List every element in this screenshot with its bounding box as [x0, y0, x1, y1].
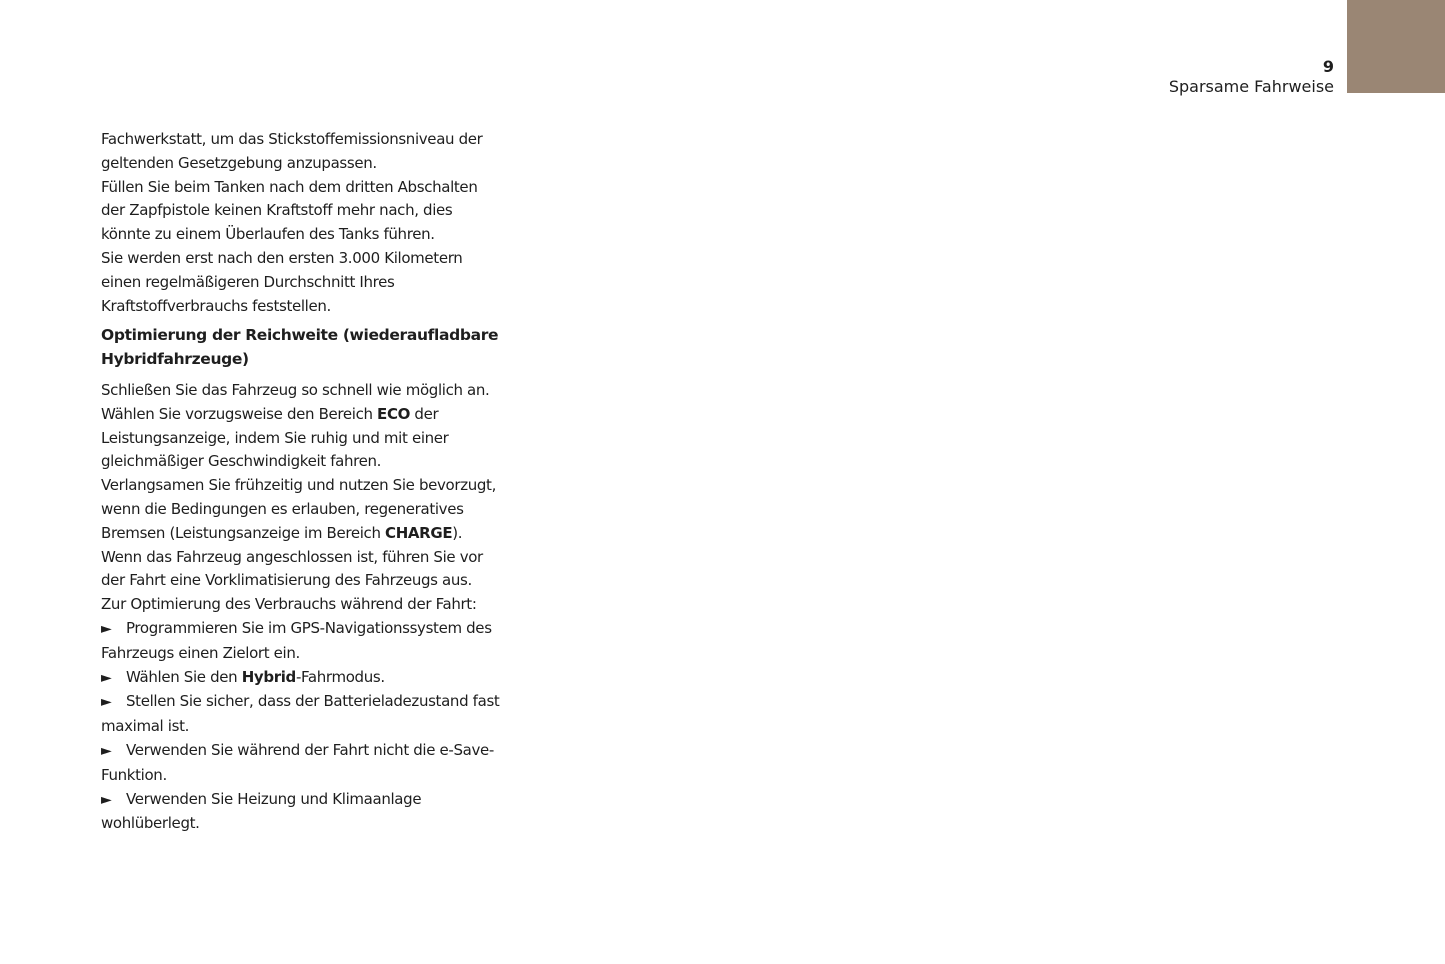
bullet-text: Programmieren Sie im GPS-Navigationssystem des Fahrzeugs einen Zielort ein. [101, 618, 492, 662]
intro-paragraph-2: Füllen Sie beim Tanken nach dem dritten Abschalten der Zapfpistole keinen Kraftstoff mehr nach, dies könnte zu einem Überlaufen des Tanks führen. [101, 177, 478, 244]
bullet-text: Verwenden Sie Heizung und Klimaanlage wohlüberlegt. [101, 789, 422, 833]
eco-label: ECO [377, 404, 411, 423]
bullet-battery [101, 690, 501, 739]
bullet-arrow-icon: ► [101, 791, 112, 808]
paragraph-preconditioning: Wenn das Fahrzeug angeschlossen ist, führen Sie vor der Fahrt eine Vorklimatisierung des Fahrzeugs aus. [101, 547, 483, 590]
bullet-text: -Fahrmodus. [295, 667, 385, 686]
paragraph-braking [101, 474, 501, 545]
text-span: Verlangsamen Sie frühzeitig und nutzen Sie bevorzugt, wenn die Bedingungen es erlauben, regeneratives Bremsen (Leistungsanzeige im Bereich [101, 476, 496, 542]
bullet-arrow-icon: ► [101, 742, 112, 759]
text-column [101, 128, 501, 836]
paragraph-optimization-intro: Zur Optimierung des Verbrauchs während der Fahrt: [101, 595, 477, 614]
text-span: ). [452, 523, 463, 542]
text-span: Wählen Sie vorzugsweise den Bereich [101, 404, 378, 423]
section-heading: Optimierung der Reichweite (wiederaufladbare Hybridfahrzeuge) [101, 326, 499, 369]
bullet-arrow-icon: ► [101, 669, 112, 686]
chapter-title: Sparsame Fahrweise [1168, 77, 1334, 96]
paragraph-eco [101, 403, 501, 474]
text-span: der Leistungsanzeige, indem Sie ruhig und mit einer gleichmäßiger Geschwindigkeit fahren. [101, 404, 449, 471]
bullet-arrow-icon: ► [101, 694, 112, 711]
bullet-text: Wählen Sie den [126, 667, 242, 686]
bullet-navigation [101, 617, 501, 666]
intro-paragraph-3: Sie werden erst nach den ersten 3.000 Kilometern einen regelmäßigeren Durchschnitt Ihres Kraftstoffverbrauchs feststellen. [101, 248, 463, 315]
hybrid-label: Hybrid [241, 667, 296, 686]
page-number: 9 [1322, 57, 1334, 76]
intro-paragraph-1: Fachwerkstatt, um das Stickstoffemissionsniveau der geltenden Gesetzgebung anzupassen. [101, 130, 483, 172]
bullet-text: Stellen Sie sicher, dass der Batterieladezustand fast maximal ist. [101, 692, 500, 736]
bullet-text: Verwenden Sie während der Fahrt nicht die e-Save-Funktion. [101, 740, 494, 784]
charge-label: CHARGE [385, 523, 453, 542]
paragraph-connect: Schließen Sie das Fahrzeug so schnell wie möglich an. [101, 380, 490, 399]
bullet-climate [101, 788, 501, 837]
bullet-hybrid-mode [101, 666, 501, 691]
bullet-arrow-icon: ► [101, 620, 112, 637]
chapter-tab-marker [1347, 0, 1445, 93]
bullet-esave [101, 739, 501, 788]
